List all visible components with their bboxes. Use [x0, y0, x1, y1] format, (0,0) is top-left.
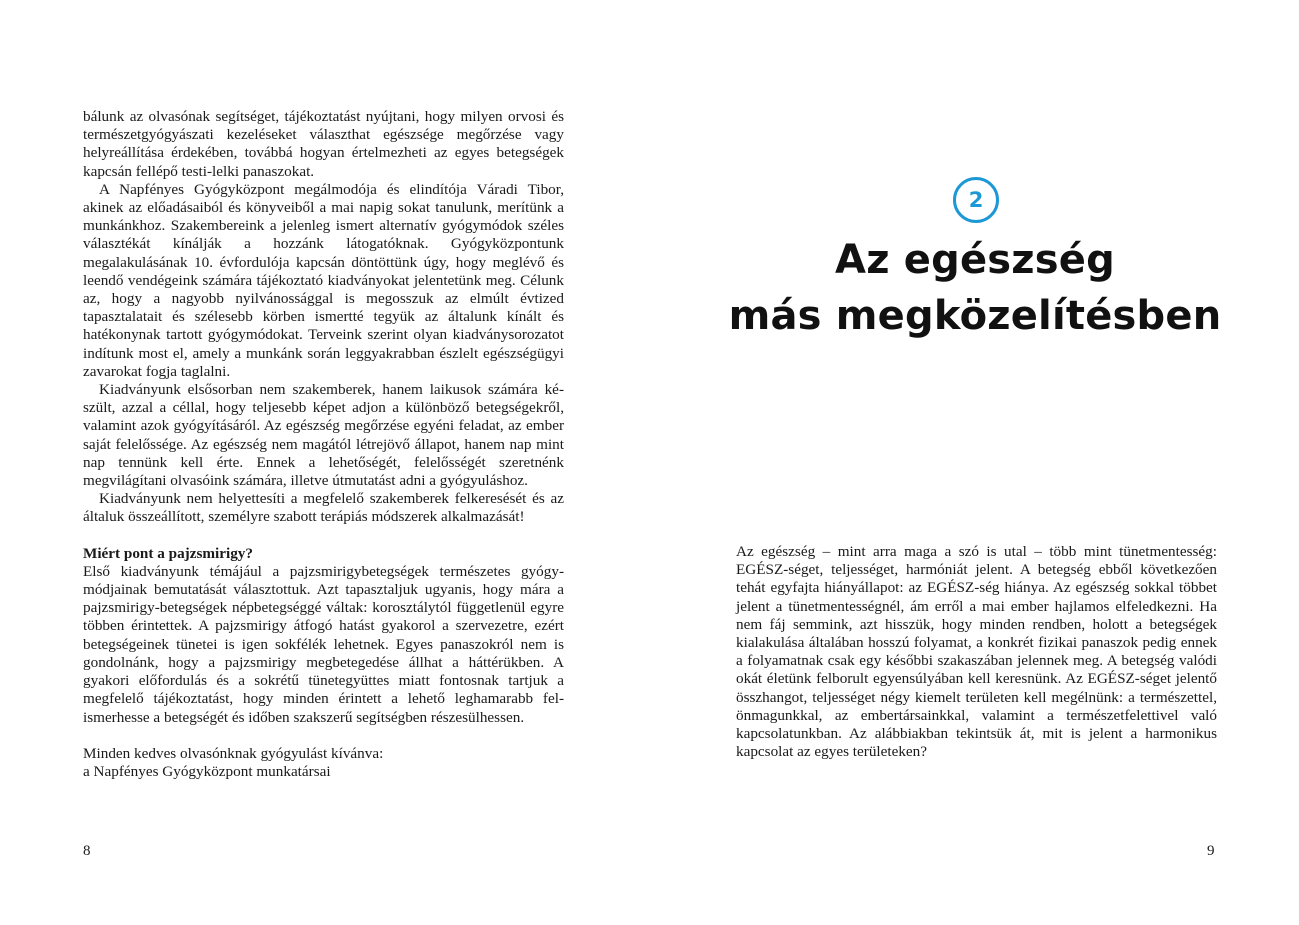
signature-line: a Napfényes Gyógyközpont munkatársai: [83, 762, 331, 780]
closing-line: Minden kedves olvasónknak gyógyulást kívánva:: [83, 744, 384, 762]
paragraph: Kiadványunk nem helyettesíti a megfelelő szakemberek felkeresését és az általuk összeállított, személyre szabott terápiás módszerek alkalmazását!: [83, 490, 564, 526]
left-text-column: [83, 108, 564, 781]
chapter-title: [710, 232, 1240, 344]
paragraph: Kiadványunk elsősorban nem szakemberek, hanem laikusok számára készült, azzal a céllal, hogy teljesebb képet adjon a különböző betegségekről, valamint azok gyógyításáról. Az egészség megőrzése egyéni feladat, az ember saját felelőssége. Az egészség nem magától létrejövő állapot, hanem nap mint nap tennünk kell érte. Ennek a lehetőségét, felelősségét szeretnénk megvilágítani olvasóink számára, illetve útmutatást adni a gyógyuláshoz.: [83, 381, 564, 490]
chapter-title-line: más megközelítésben: [728, 293, 1222, 339]
paragraph: bálunk az olvasónak segítséget, tájékoztatást nyújtani, hogy milyen orvosi és természetgyógyászati kezeléseket választhat egészsége megőrzése vagy helyreállítása érdekében, továbbá hogyan értelmezheti az egyes betegségek kapcsán fellépő testi-lelki panaszokat.: [83, 108, 564, 180]
chapter-number: 2: [968, 188, 984, 212]
paragraph: Első kiadványunk témájául a pajzsmirigybetegségek természetes gyógymódjainak bemutatását választottuk. Azt tapasztaljuk ugyanis, hogy mára a pajzsmirigy-betegségek népbetegséggé váltak: korosztálytól függetlenül egyre többen érintettek. A pajzsmirigy átfogó hatást gyakorol a szervezetre, ezért betegségeinek tünetei is igen sokfélék lehetnek. Egyes panaszokról nem is gondolnánk, hogy a pajzsmirigy megbetegedése állhat a háttérükben. A gyakori előfordulás és a sokrétű tünetegyüttes miatt fontosnak tartjuk a megfelelő tájékoztatást, hogy minden érintett a lehető leghamarabb felismerhesse a betegségét és időben szakszerű segítségben részesülhessen.: [83, 562, 564, 726]
chapter-number-badge: [953, 177, 999, 223]
paragraph: Az egészség – mint arra maga a szó is utal – több mint tünetmentesség: EGÉSZ-séget, teljességet, harmóniát jelent. A betegség ebből következően tehát egyfajta hiányállapot: az EGÉSZ-ség hiánya. Az egészség sokkal többet jelent a tünetmentességnél, ám erről a mai ember hajlamos elfeledkezni. Ha nem fáj semmink, azt hisszük, hogy minden rendben, holott a betegségek kialakulása általában hosszú folyamat, a konkrét fizikai panaszok pedig ennek a folyamatnak csak egy későbbi szakaszában jelennek meg. A betegség valódi okát életünk felborult egyensúlyában kell keresnünk. Az EGÉSZ-séget jelentő összhangot, teljességet négy kiemelt területen kell megélnünk: a természettel, önmagunkkal, az embertársainkkal, valamint a természetfelettivel való kapcsolatunkban. Az alábbiakban tekintsük át, mit is jelent a harmonikus kapcsolat az egyes területeken?: [736, 543, 1217, 761]
chapter-title-line: Az egészség: [835, 237, 1115, 283]
section-heading: Miért pont a pajzsmirigy?: [83, 544, 253, 562]
page-number: 8: [83, 843, 91, 859]
left-page: [0, 0, 649, 925]
page-number: 9: [1207, 843, 1215, 859]
right-text-column: [736, 543, 1217, 761]
right-page: [650, 0, 1299, 925]
paragraph: A Napfényes Gyógyközpont megálmodója és elindítója Váradi Tibor, akinek az előadásaiból és könyveiből a mai napig sokat tanulunk, merítünk a munkánkhoz. Szakembereink a jelenleg ismert alternatív gyógymódok széles választékát kínálják a hozzánk látogatóknak. Gyógyközpontunk megalakulásának 10. évfordulója kapcsán döntöttünk úgy, hogy meglévő és leendő vendégeink számára tájékoztató kiadványokat jelentetünk meg. Célunk az, hogy a nagyobb nyilvánossággal is megosszuk az elmúlt évtized tapasztalatait és szélesebb körben ismertté tegyük az általunk kínált és hatékonynak tartott gyógymódokat. Terveink szerint olyan kiadványsorozatot indítunk most el, amely a munkánk során leggyakrabban észlelt egészségügyi zavarokat fogja taglalni.: [83, 180, 564, 380]
